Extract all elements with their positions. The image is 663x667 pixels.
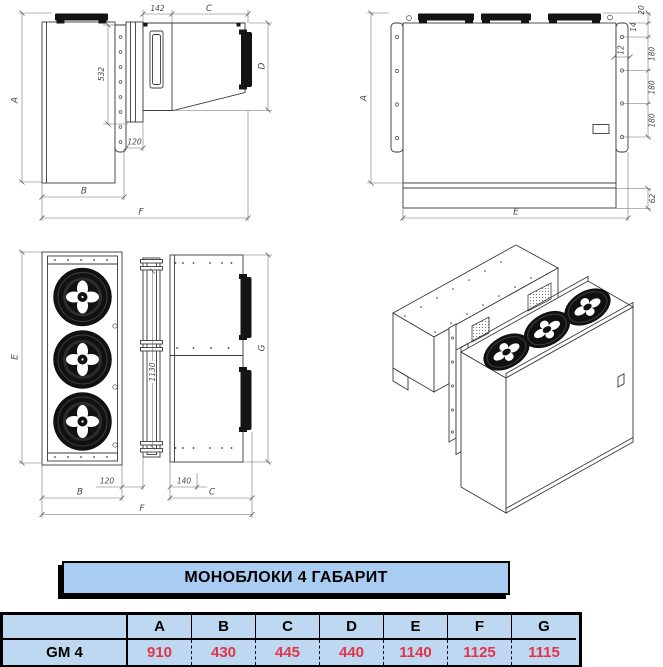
dim-label-b: B: [80, 186, 88, 197]
table-header-cell: G: [512, 615, 576, 640]
dim-label-62: 62: [648, 193, 657, 204]
dim-label-b: B: [76, 487, 84, 498]
dim-label-a: A: [359, 94, 370, 102]
table-title-text: МОНОБЛОКИ 4 ГАБАРИТ: [184, 569, 388, 586]
table-header-cell: E: [384, 615, 448, 640]
side-view-drawing: [0, 0, 331, 230]
dimensions-table: [0, 612, 582, 667]
top-view-fan-section: [42, 252, 122, 465]
drip-tray: [403, 188, 616, 208]
isometric-view-drawing: [331, 230, 663, 530]
table-title-banner: [62, 561, 510, 595]
table-value-cell: 445: [256, 640, 320, 665]
dim-label-140: 140: [176, 476, 192, 486]
top-view-condenser-section: [170, 255, 252, 462]
table-value-cell: 430: [192, 640, 256, 665]
top-view-drawing: [0, 230, 331, 530]
table-header-cell: C: [256, 615, 320, 640]
dim-label-d: D: [257, 62, 268, 70]
dim-label-14: 14: [629, 22, 638, 32]
table-value-cell: 910: [128, 640, 192, 665]
fan-icon: [54, 331, 112, 389]
dim-label-120: 120: [99, 476, 115, 486]
dim-label-20: 20: [637, 5, 646, 15]
left-flange: [391, 23, 403, 152]
dim-label-g: G: [257, 344, 268, 352]
dim-label-180-3: 180: [647, 113, 657, 128]
dim-label-f: F: [139, 504, 145, 514]
dim-label-c: C: [205, 4, 213, 14]
dim-label-180-2: 180: [647, 80, 657, 95]
fan-icon: [54, 393, 112, 451]
dim-label-f: F: [138, 207, 144, 218]
table-header-cell: B: [192, 615, 256, 640]
dim-label-a: A: [10, 96, 21, 104]
front-view-drawing: [331, 0, 663, 230]
table-value-cell: 1125: [448, 640, 512, 665]
side-bracket: [241, 32, 252, 87]
dim-label-142: 142: [150, 4, 165, 13]
table-header-cell: F: [448, 615, 512, 640]
side-bracket: [241, 277, 252, 338]
mounting-plate: [115, 25, 126, 152]
side-view-unit-body: [42, 14, 252, 184]
table-row-header: GM 4: [3, 640, 128, 665]
dim-label-180-1: 180: [647, 46, 657, 62]
dim-label-e: E: [513, 207, 519, 218]
dim-label-1130: 1130: [148, 362, 157, 382]
dim-label-e: E: [10, 354, 21, 360]
table-value-cell: 1140: [384, 640, 448, 665]
table-value-cell: 1115: [528, 644, 560, 661]
dim-label-c: C: [208, 487, 216, 498]
side-bracket: [241, 370, 252, 430]
right-flange: [616, 23, 628, 152]
fan-icon: [54, 268, 112, 326]
table-corner-cell: [3, 615, 128, 640]
front-view-unit-body: [391, 14, 628, 209]
dim-label-532: 532: [97, 66, 106, 82]
table-header-cell: A: [128, 615, 192, 640]
dim-label-12: 12: [616, 45, 626, 55]
table-value-cell: 440: [320, 640, 384, 665]
top-view-mounting-strip: [141, 258, 163, 457]
table-header-cell: D: [320, 615, 384, 640]
dim-label-120: 120: [127, 137, 142, 147]
